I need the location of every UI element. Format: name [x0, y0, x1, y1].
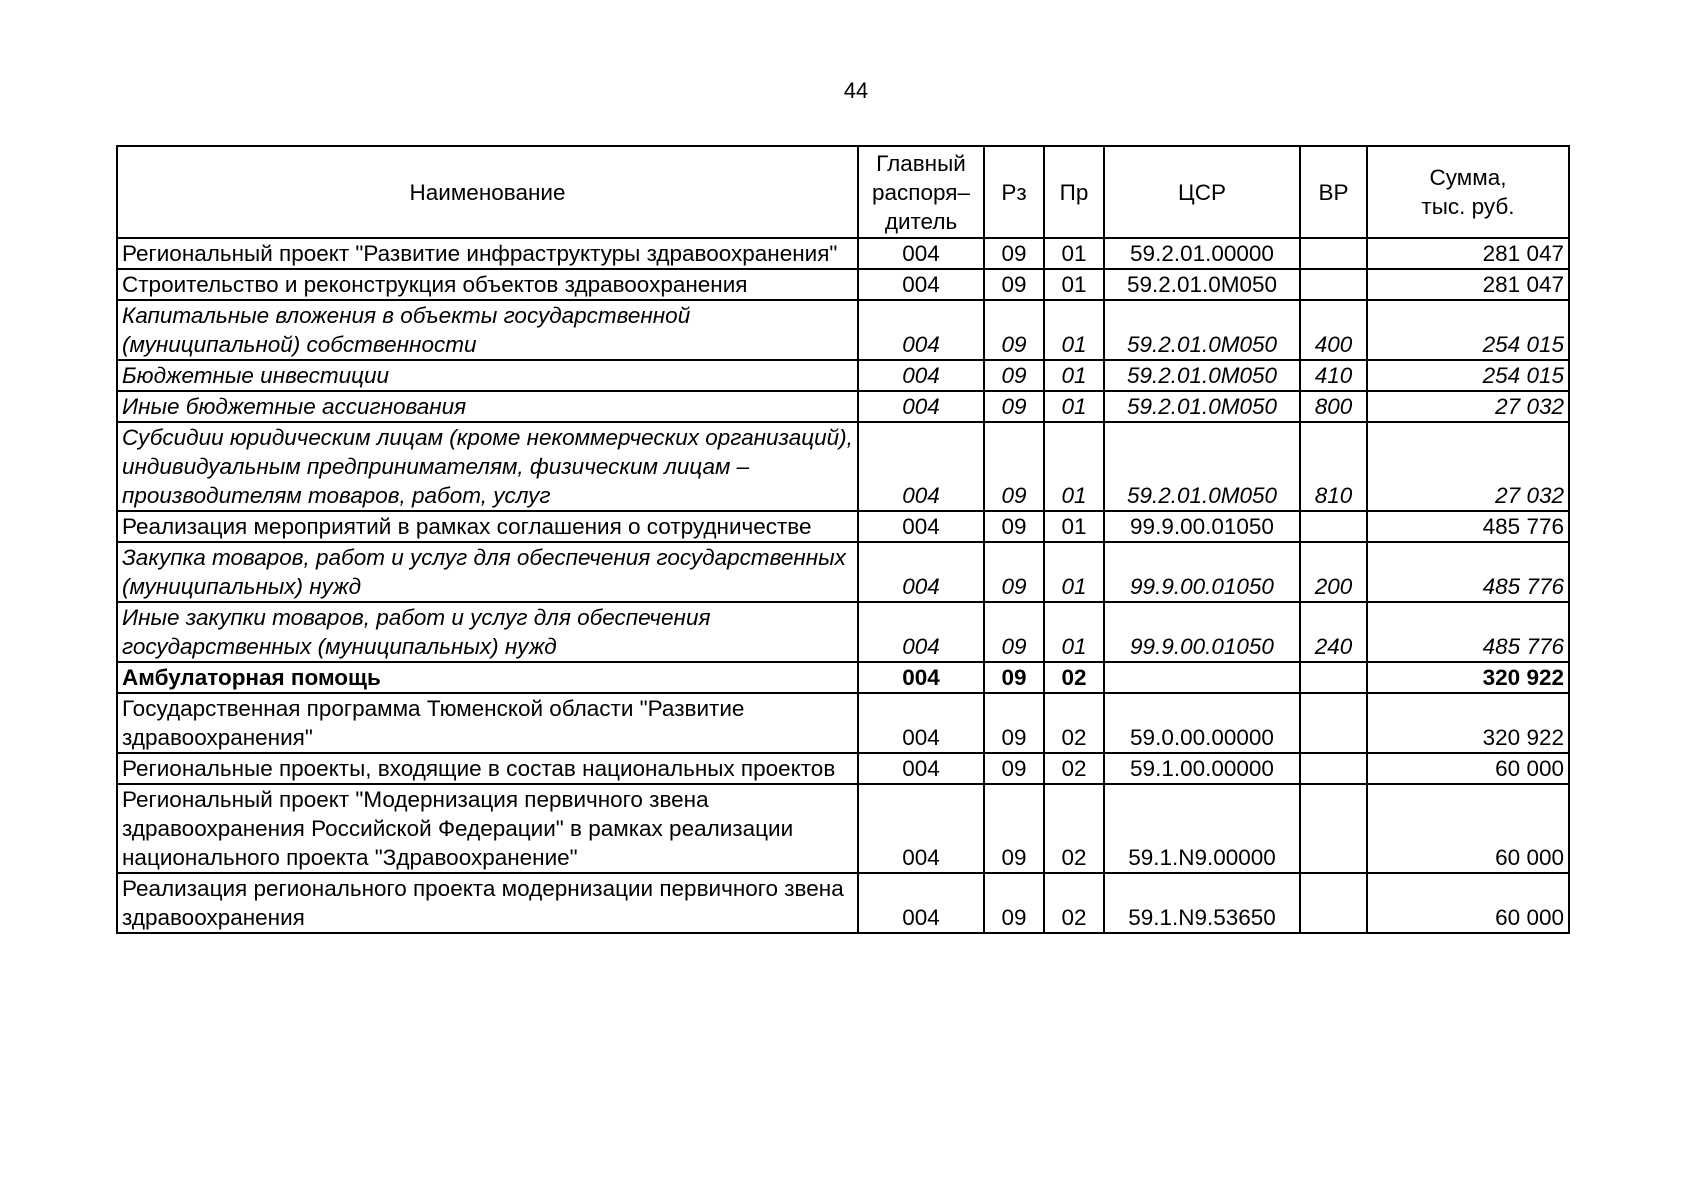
cell-name: Иные бюджетные ассигнования	[117, 391, 858, 422]
cell-expense-type: 200	[1300, 542, 1367, 602]
cell-subsection: 02	[1044, 873, 1104, 933]
cell-chief-administrator: 004	[858, 300, 984, 360]
cell-chief-administrator: 004	[858, 784, 984, 873]
cell-expense-type	[1300, 269, 1367, 300]
cell-chief-administrator: 004	[858, 693, 984, 753]
cell-name: Субсидии юридическим лицам (кроме некоммерческих организаций), индивидуальным предпринимателям, физическим лицам – производителям товаров, работ, услуг	[117, 422, 858, 511]
cell-name: Капитальные вложения в объекты государственной (муниципальной) собственности	[117, 300, 858, 360]
cell-expense-type	[1300, 511, 1367, 542]
cell-chief-administrator: 004	[858, 360, 984, 391]
cell-target-article: 99.9.00.01050	[1104, 542, 1300, 602]
cell-subsection: 02	[1044, 693, 1104, 753]
cell-section: 09	[984, 391, 1044, 422]
cell-section: 09	[984, 422, 1044, 511]
cell-name: Региональный проект "Развитие инфраструктуры здравоохранения"	[117, 238, 858, 269]
cell-sum: 254 015	[1367, 300, 1569, 360]
cell-subsection: 01	[1044, 602, 1104, 662]
table-row	[117, 753, 1569, 784]
cell-subsection: 01	[1044, 238, 1104, 269]
cell-subsection: 01	[1044, 300, 1104, 360]
table-row	[117, 360, 1569, 391]
header-sum: Сумма, тыс. руб.	[1367, 146, 1569, 238]
cell-expense-type: 240	[1300, 602, 1367, 662]
table-row	[117, 784, 1569, 873]
cell-sum: 485 776	[1367, 602, 1569, 662]
cell-subsection: 01	[1044, 511, 1104, 542]
table-row	[117, 873, 1569, 933]
table-row	[117, 391, 1569, 422]
cell-section: 09	[984, 511, 1044, 542]
table-row	[117, 511, 1569, 542]
cell-section: 09	[984, 238, 1044, 269]
cell-chief-administrator: 004	[858, 662, 984, 693]
cell-chief-administrator: 004	[858, 542, 984, 602]
cell-target-article: 99.9.00.01050	[1104, 602, 1300, 662]
cell-sum: 254 015	[1367, 360, 1569, 391]
cell-target-article: 59.1.N9.00000	[1104, 784, 1300, 873]
cell-target-article: 59.2.01.0М050	[1104, 422, 1300, 511]
table-row	[117, 693, 1569, 753]
page-number: 44	[843, 78, 869, 103]
cell-subsection: 01	[1044, 360, 1104, 391]
header-expense-type: ВР	[1300, 146, 1367, 238]
cell-chief-administrator: 004	[858, 602, 984, 662]
cell-subsection: 01	[1044, 269, 1104, 300]
cell-expense-type: 810	[1300, 422, 1367, 511]
cell-expense-type: 400	[1300, 300, 1367, 360]
cell-section: 09	[984, 753, 1044, 784]
cell-section: 09	[984, 662, 1044, 693]
cell-name: Амбулаторная помощь	[117, 662, 858, 693]
cell-name: Закупка товаров, работ и услуг для обеспечения государственных (муниципальных) нужд	[117, 542, 858, 602]
cell-expense-type	[1300, 873, 1367, 933]
cell-expense-type	[1300, 662, 1367, 693]
cell-sum: 60 000	[1367, 784, 1569, 873]
table-row	[117, 602, 1569, 662]
header-section: Рз	[984, 146, 1044, 238]
header-subsection: Пр	[1044, 146, 1104, 238]
cell-name: Строительство и реконструкция объектов здравоохранения	[117, 269, 858, 300]
cell-sum: 485 776	[1367, 511, 1569, 542]
cell-target-article: 59.2.01.00000	[1104, 238, 1300, 269]
cell-sum: 320 922	[1367, 662, 1569, 693]
table-row	[117, 300, 1569, 360]
cell-target-article: 59.2.01.0М050	[1104, 391, 1300, 422]
table-row	[117, 662, 1569, 693]
cell-sum: 27 032	[1367, 422, 1569, 511]
table-row	[117, 269, 1569, 300]
cell-section: 09	[984, 693, 1044, 753]
table-row	[117, 238, 1569, 269]
cell-section: 09	[984, 602, 1044, 662]
budget-table	[116, 145, 1570, 934]
table-row	[117, 422, 1569, 511]
cell-section: 09	[984, 873, 1044, 933]
cell-target-article: 59.2.01.0М050	[1104, 300, 1300, 360]
cell-subsection: 01	[1044, 422, 1104, 511]
cell-name: Государственная программа Тюменской области "Развитие здравоохранения"	[117, 693, 858, 753]
cell-chief-administrator: 004	[858, 269, 984, 300]
cell-chief-administrator: 004	[858, 391, 984, 422]
cell-sum: 320 922	[1367, 693, 1569, 753]
cell-subsection: 02	[1044, 662, 1104, 693]
cell-name: Реализация мероприятий в рамках соглашения о сотрудничестве	[117, 511, 858, 542]
cell-sum: 27 032	[1367, 391, 1569, 422]
cell-section: 09	[984, 784, 1044, 873]
header-name: Наименование	[117, 146, 858, 238]
cell-name: Региональный проект "Модернизация первичного звена здравоохранения Российской Федерации" в рамках реализации национального проекта "Здравоохранение"	[117, 784, 858, 873]
cell-name: Иные закупки товаров, работ и услуг для обеспечения государственных (муниципальных) нужд	[117, 602, 858, 662]
table-row	[117, 542, 1569, 602]
cell-sum: 60 000	[1367, 753, 1569, 784]
cell-chief-administrator: 004	[858, 238, 984, 269]
cell-name: Бюджетные инвестиции	[117, 360, 858, 391]
cell-expense-type	[1300, 784, 1367, 873]
cell-expense-type: 800	[1300, 391, 1367, 422]
cell-subsection: 01	[1044, 542, 1104, 602]
table-header-row	[117, 146, 1569, 238]
cell-target-article: 59.1.N9.53650	[1104, 873, 1300, 933]
cell-target-article: 59.1.00.00000	[1104, 753, 1300, 784]
cell-target-article	[1104, 662, 1300, 693]
cell-chief-administrator: 004	[858, 873, 984, 933]
cell-expense-type	[1300, 753, 1367, 784]
cell-name: Реализация регионального проекта модернизации первичного звена здравоохранения	[117, 873, 858, 933]
cell-chief-administrator: 004	[858, 422, 984, 511]
cell-subsection: 02	[1044, 784, 1104, 873]
cell-chief-administrator: 004	[858, 753, 984, 784]
cell-section: 09	[984, 269, 1044, 300]
cell-chief-administrator: 004	[858, 511, 984, 542]
header-chief-administrator: Главный распоря– дитель	[858, 146, 984, 238]
cell-expense-type	[1300, 238, 1367, 269]
cell-section: 09	[984, 542, 1044, 602]
cell-subsection: 02	[1044, 753, 1104, 784]
cell-sum: 485 776	[1367, 542, 1569, 602]
header-target-article: ЦСР	[1104, 146, 1300, 238]
cell-section: 09	[984, 300, 1044, 360]
cell-section: 09	[984, 360, 1044, 391]
cell-subsection: 01	[1044, 391, 1104, 422]
cell-target-article: 59.0.00.00000	[1104, 693, 1300, 753]
cell-sum: 281 047	[1367, 269, 1569, 300]
cell-sum: 60 000	[1367, 873, 1569, 933]
cell-expense-type: 410	[1300, 360, 1367, 391]
cell-target-article: 99.9.00.01050	[1104, 511, 1300, 542]
cell-sum: 281 047	[1367, 238, 1569, 269]
cell-name: Региональные проекты, входящие в состав национальных проектов	[117, 753, 858, 784]
cell-target-article: 59.2.01.0М050	[1104, 269, 1300, 300]
cell-expense-type	[1300, 693, 1367, 753]
cell-target-article: 59.2.01.0М050	[1104, 360, 1300, 391]
